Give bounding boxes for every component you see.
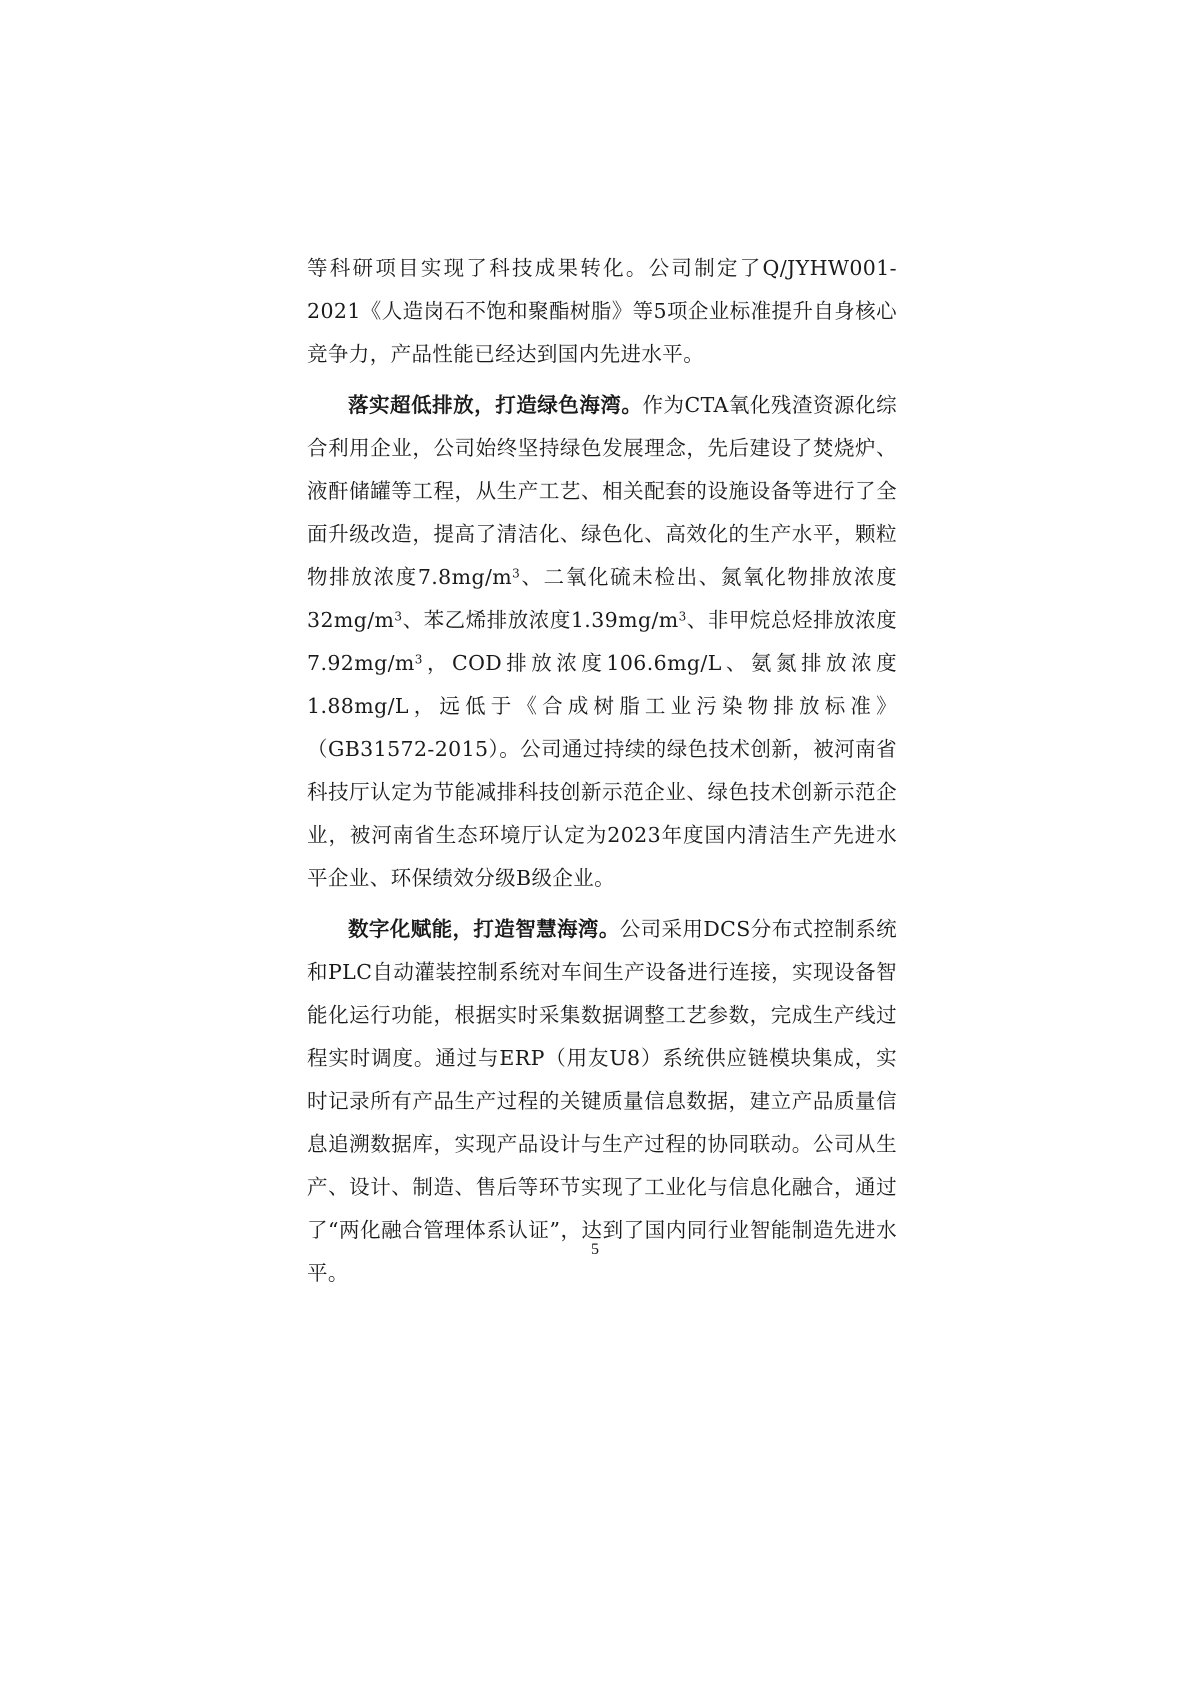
paragraph-standards-text: 等科研项目实现了科技成果转化。公司制定了Q/JYHW001-2021《人造岗石不饱和聚酯树脂》等5项企业标准提升自身核心竞争力，产品性能已经达到国内先进水平。 [307, 256, 897, 366]
paragraph-green-emission-text-3: 、苯乙烯排放浓度1.39mg/m [402, 608, 679, 632]
paragraph-digital-heading: 数字化赋能，打造智慧海湾。 [348, 917, 620, 941]
superscript-cubic: 3 [394, 609, 403, 624]
paragraph-green-emission [307, 384, 897, 900]
page-number: 5 [591, 1241, 599, 1258]
paragraph-green-emission-heading: 落实超低排放，打造绿色海湾。 [348, 393, 643, 417]
superscript-cubic: 3 [678, 609, 687, 624]
paragraph-digital [307, 908, 897, 1295]
paragraph-digital-text: 公司采用DCS分布式控制系统和PLC自动灌装控制系统对车间生产设备进行连接，实现设备智能化运行功能，根据实时采集数据调整工艺参数，完成生产线过程实时调度。通过与ERP（用友U8）系统供应链模块集成，实时记录所有产品生产过程的关键质量信息数据，建立产品质量信息追溯数据库，实现产品设计与生产过程的协同联动。公司从生产、设计、制造、售后等环节实现了工业化与信息化融合，通过了“两化融合管理体系认证”，达到了国内同行业智能制造先进水平。 [307, 917, 897, 1285]
document-body [307, 247, 897, 1303]
paragraph-standards [307, 247, 897, 376]
paragraph-green-emission-text-2: 、二氧化硫未检出、氮氧化物排放浓度32mg/m [307, 565, 897, 632]
paragraph-green-emission-text-1: 作为CTA氧化残渣资源化综合利用企业，公司始终坚持绿色发展理念，先后建设了焚烧炉、液酐储罐等工程，从生产工艺、相关配套的设施设备等进行了全面升级改造，提高了清洁化、绿色化、高效化的生产水平，颗粒物排放浓度7.8mg/m [307, 393, 897, 589]
paragraph-green-emission-text-5: ，COD排放浓度106.6mg/L、氨氮排放浓度1.88mg/L，远低于《合成树脂工业污染物排放标准》（GB31572-2015）。公司通过持续的绿色技术创新，被河南省科技厅认定为节能减排科技创新示范企业、绿色技术创新示范企业，被河南省生态环境厅认定为2023年度国内清洁生产先进水平企业、环保绩效分级B级企业。 [307, 651, 897, 890]
superscript-cubic: 3 [512, 566, 521, 581]
paragraph-green-emission-text-4: 、非甲烷总烃排放浓度7.92mg/m [307, 608, 898, 675]
superscript-cubic: 3 [414, 652, 423, 667]
